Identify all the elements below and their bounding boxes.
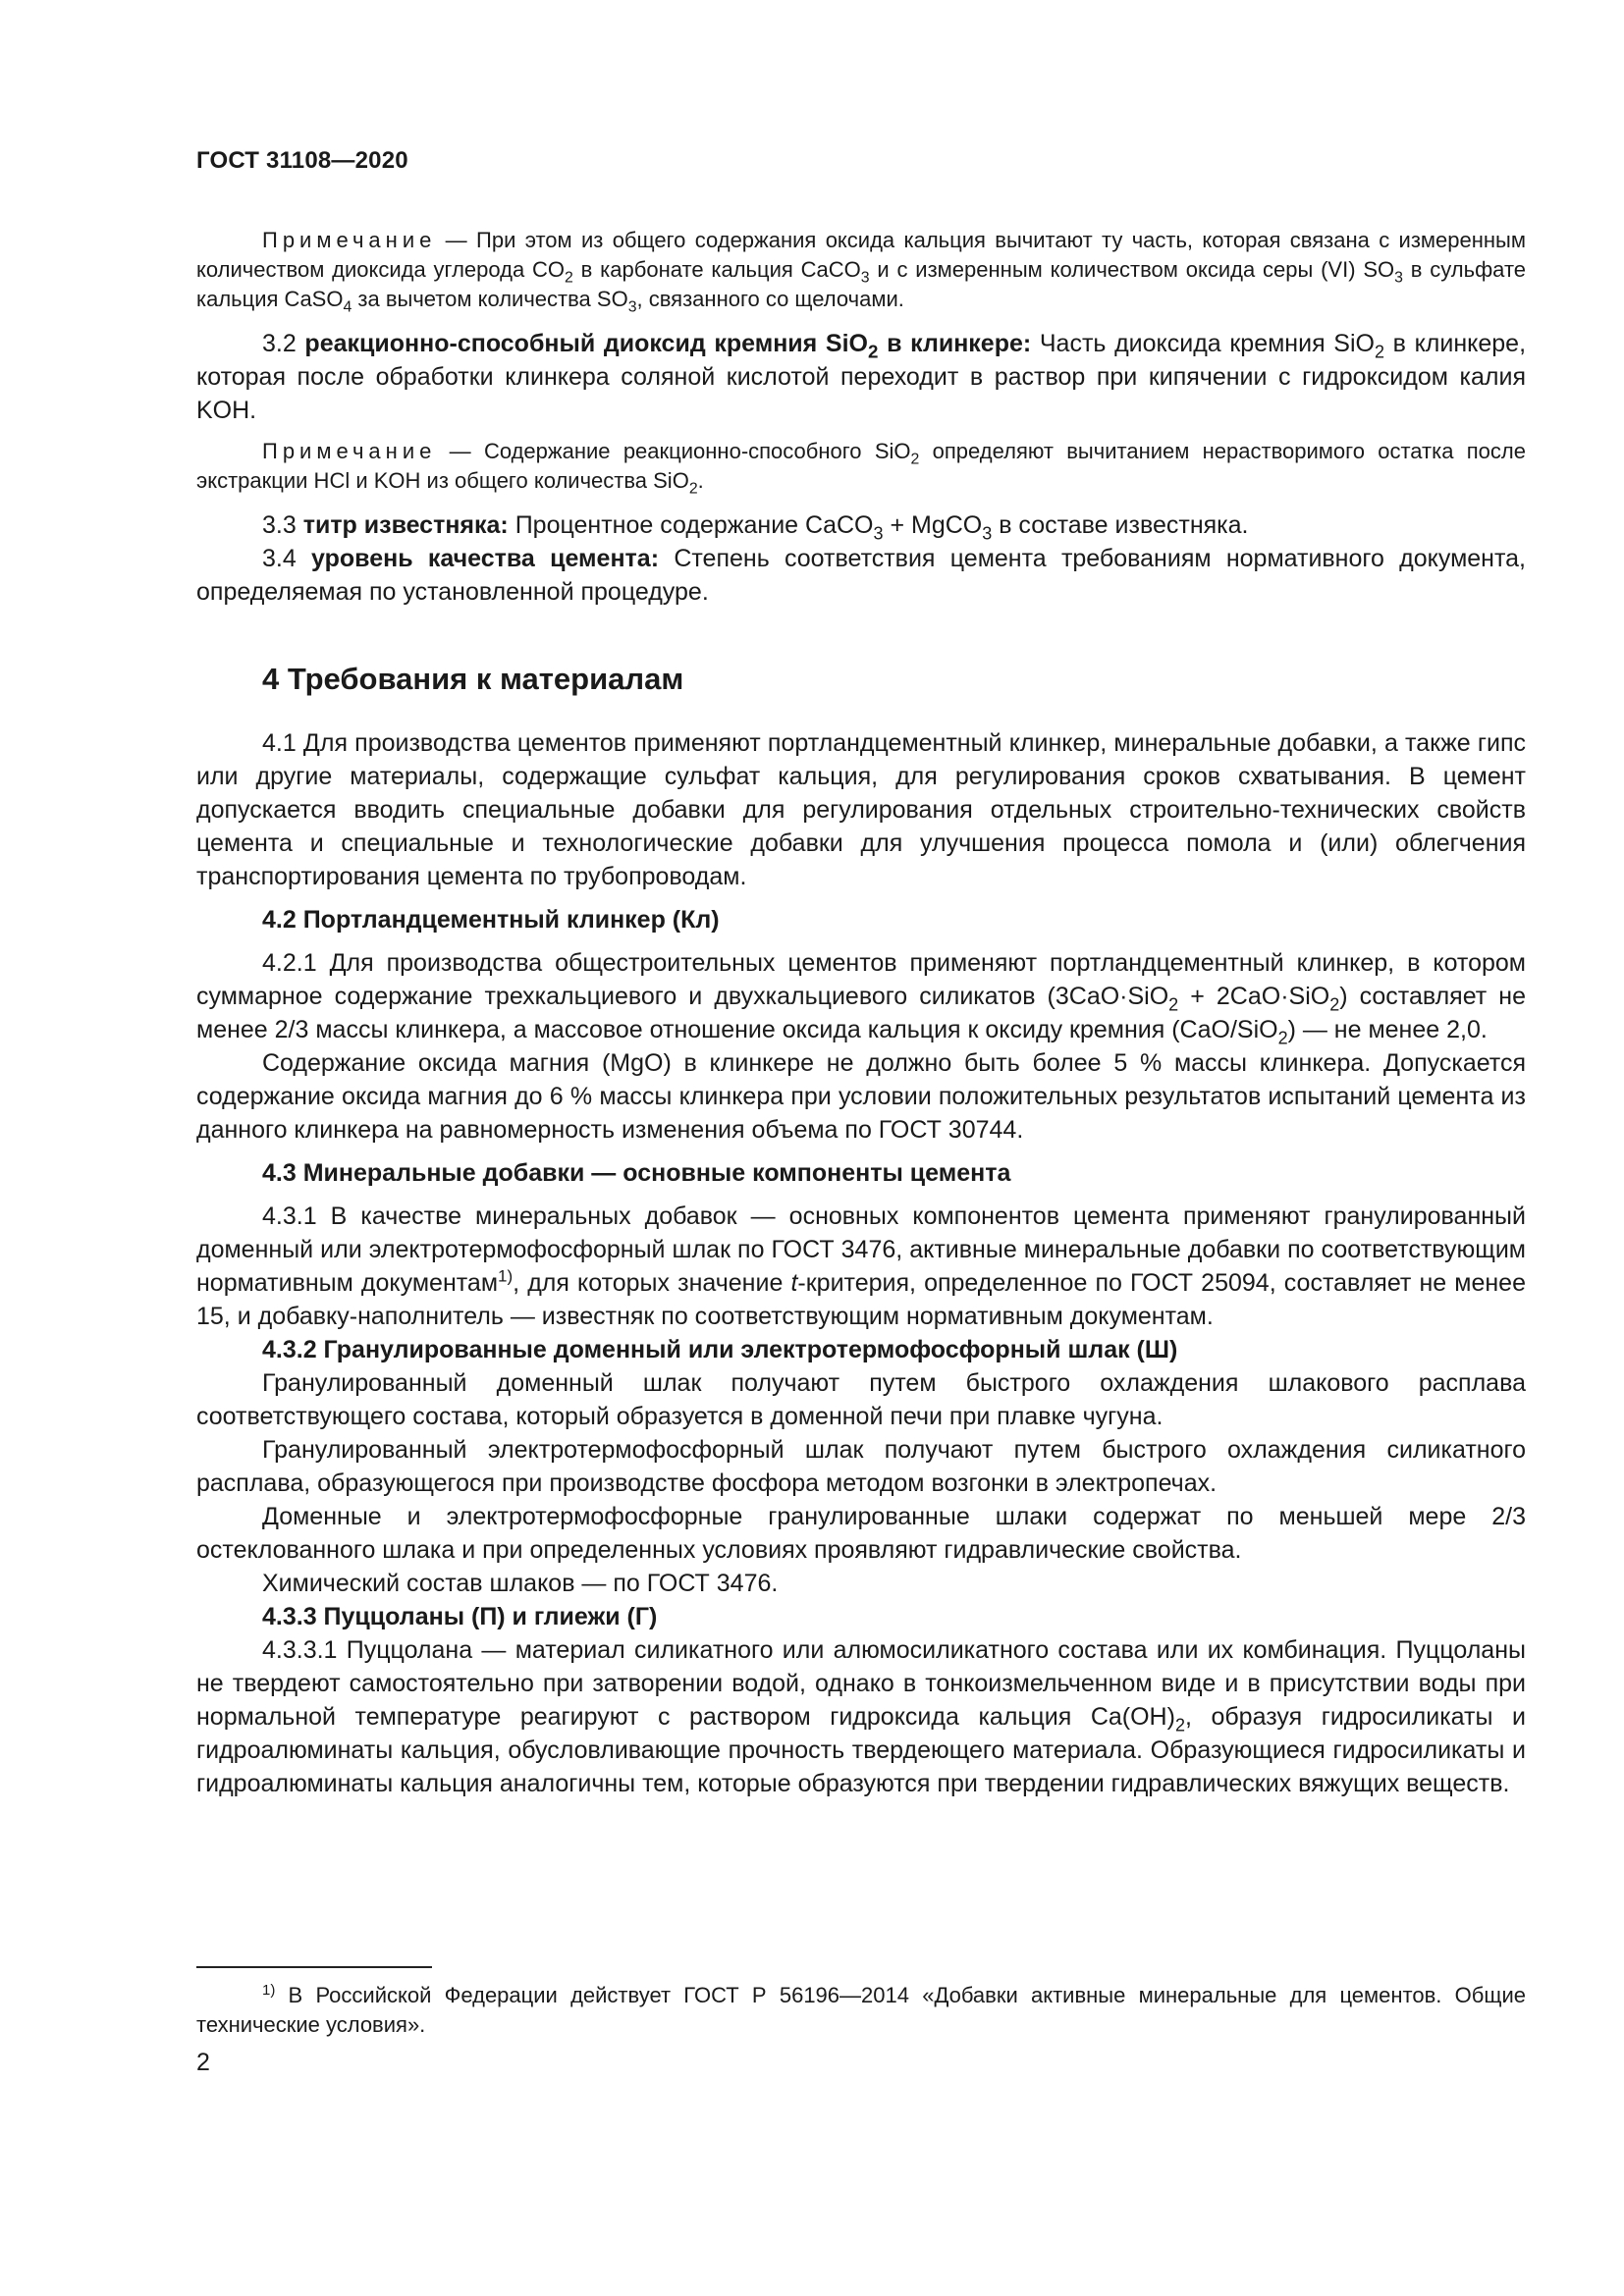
note-label: Примечание	[262, 228, 437, 252]
paragraph-slag-4: Химический состав шлаков — по ГОСТ 3476.	[262, 1570, 779, 1597]
document-header: ГОСТ 31108—2020	[196, 147, 408, 174]
definition-3-3: 3.3 титр известняка: Процентное содержание CaCO$_3$ + MgCO$_3$ в составе известняка.	[262, 511, 1249, 544]
definition-3-4: 3.4 уровень качества цемента: Степень соответствия цемента требованиям нормативного документа, определяемая по установленной процедуре.	[196, 545, 1526, 606]
paragraph-slag-1: Гранулированный доменный шлак получают путем быстрого охлаждения шлакового расплава соответствующего состава, который образуется в доменной печи при плавке чугуна.	[196, 1369, 1526, 1430]
paragraph-slag-3: Доменные и электротермофосфорные гранулированные шлаки содержат по меньшей мере 2/3 остеклованного шлака и при определенных условиях проявляют гидравлические свойства.	[196, 1503, 1526, 1564]
heading-4-2: 4.2 Портландцементный клинкер (Кл)	[262, 906, 720, 934]
definition-3-2: 3.2 реакционно-способный диоксид кремния SiO$_2$ в клинкере: Часть диоксида кремния SiO$_2$ в клинкере, которая после обработки клинкера соляной кислотой переходит в раствор при кипячении с гидроксидом калия KOH.	[196, 330, 1527, 424]
heading-4-3: 4.3 Минеральные добавки — основные компоненты цемента	[262, 1159, 1011, 1187]
paragraph-4-2-1: 4.2.1 Для производства общестроительных цементов применяют портландцементный клинкер, в котором суммарное содержание трехкальциевого и двухкальциевого силикатов (3CaO·SiO$_2$ + 2CaO·SiO$_2$) составляет не менее 2/3 массы клинкера, а массовое отношение оксида кальция к оксиду кремния (CaO/SiO$_2$) — не менее 2,0.	[196, 949, 1526, 1048]
heading-4-3-2: 4.3.2 Гранулированные доменный или электротермофосфорный шлак (Ш)	[262, 1336, 1178, 1363]
paragraph-4-3-3-1: 4.3.3.1 Пуццолана — материал силикатного или алюмосиликатного состава или их комбинация. Пуццоланы не твердеют самостоятельно при затворении водой, однако в тонкоизмельченном виде и в присутствии воды при нормальной температуре реагируют с раствором гидроксида кальция $Ca(OH)_2$, образуя гидросиликаты и гидроалюминаты кальция, обусловливающие прочность твердеющего материала. Образующиеся гидросиликаты и гидроалюминаты кальция аналогичны тем, которые образуются при твердении гидравлических вяжущих веществ.	[196, 1636, 1526, 1797]
note-sio2: Примечание — Содержание реакционно-способного SiO$_2$ определяют вычитанием нерастворимого остатка после экстракции HCl и KOH из общего количества SiO$_2$.	[196, 439, 1526, 498]
term-limestone-titre: титр известняка:	[302, 511, 509, 539]
paragraph-mgo: Содержание оксида магния (MgO) в клинкере не должно быть более 5 % массы клинкера. Допускается содержание оксида магния до 6 % массы клинкера при условии положительных результатов испытаний цемента из данного клинкера на равномерность изменения объема по ГОСТ 30744.	[196, 1049, 1526, 1144]
document-page	[196, 147, 1526, 1800]
term-quality-level: уровень качества цемента:	[311, 545, 660, 572]
footnote-ref: 1)	[498, 1266, 514, 1286]
term-reactive-sio2: реакционно-способный диоксид кремния SiO$_2$ в клинкере:	[304, 330, 1032, 362]
page-number: 2	[196, 2049, 210, 2076]
footnote-separator	[196, 1966, 432, 1968]
heading-4-3-3: 4.3.3 Пуццоланы (П) и глиежи (Г)	[262, 1603, 658, 1630]
note-co2: Примечание — При этом из общего содержания оксида кальция вычитают ту часть, которая связана с измеренным количеством диоксида углерода $CO_2$ в карбонате кальция CaCO$_3$ и с измеренным количеством оксида серы (VI) $SO_3$ в сульфате кальция CaSO$_4$ за вычетом количества $SO_3$, связанного со щелочами.	[196, 228, 1527, 316]
footnote: $^{1)}$ В Российской Федерации действует ГОСТ Р 56196—2014 «Добавки активные минеральные для цементов. Общие технические условия».	[196, 1981, 1526, 2037]
section-4-title: 4 Требования к материалам	[262, 662, 684, 696]
note-label: Примечание	[262, 439, 437, 463]
paragraph-4-1: 4.1 Для производства цементов применяют портландцементный клинкер, минеральные добавки, а также гипс или другие материалы, содержащие сульфат кальция, для регулирования сроков схватывания. В цемент допускается вводить специальные добавки для регулирования отдельных строительно-технических свойств цемента и специальные и технологические добавки для улучшения процесса помола и (или) облегчения транспортирования цемента по трубопроводам.	[196, 729, 1526, 890]
paragraph-4-3-1: 4.3.1 В качестве минеральных добавок — основных компонентов цемента применяют гранулированный доменный или электротермофосфорный шлак по ГОСТ 3476, активные минеральные добавки по соответствующим нормативным документам$^{1)}$, для которых значение t-критерия, определенное по ГОСТ 25094, составляет не менее 15, и добавку-наполнитель — известняк по соответствующим нормативным документам.	[196, 1202, 1526, 1330]
paragraph-slag-2: Гранулированный электротермофосфорный шлак получают путем быстрого охлаждения силикатного расплава, образующегося при производстве фосфора методом возгонки в электропечах.	[196, 1436, 1526, 1497]
